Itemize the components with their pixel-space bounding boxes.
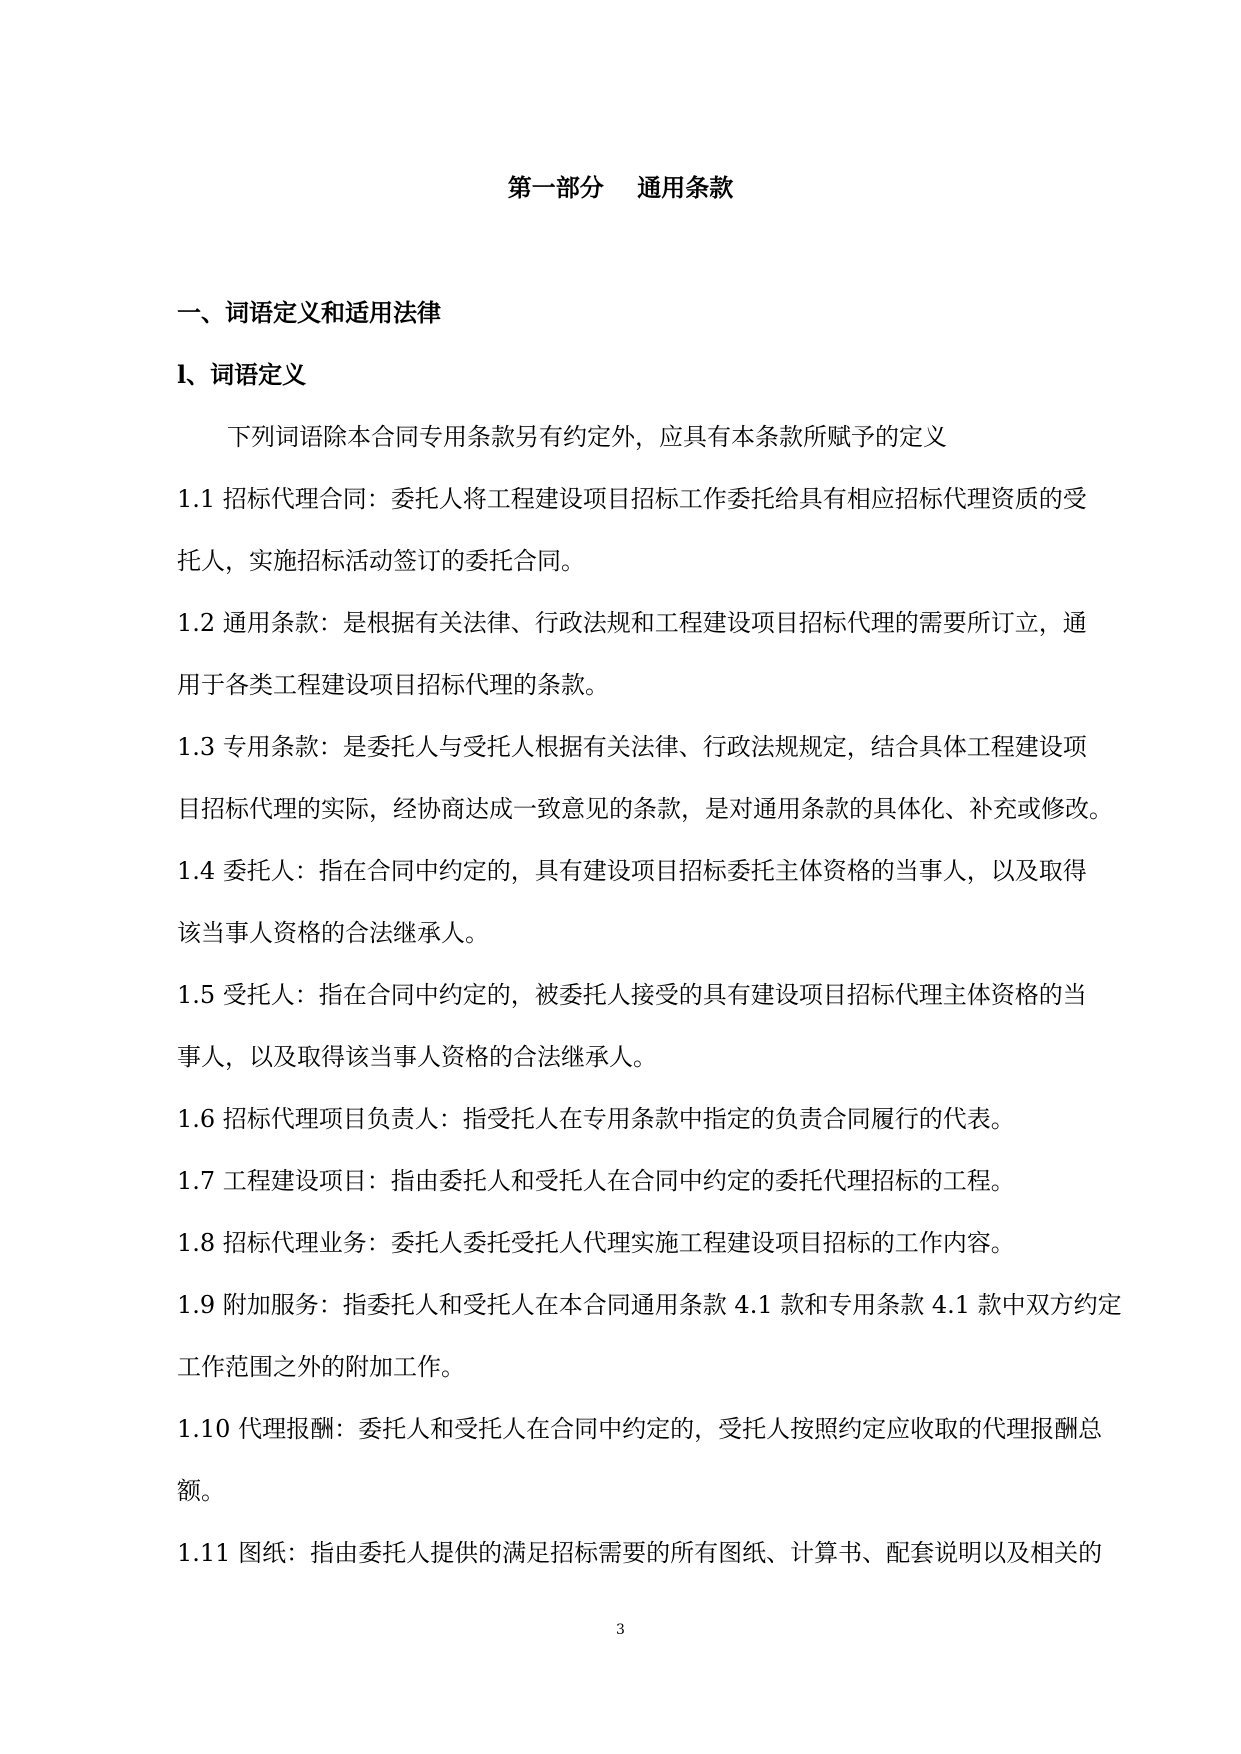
clause-line: 托人，实施招标活动签订的委托合同。	[177, 547, 585, 575]
section-title: 一、词语定义和适用法律	[177, 298, 441, 327]
part-title: 第一部分 通用条款	[507, 173, 734, 202]
clause-line: 1.10 代理报酬：委托人和受托人在合同中约定的，受托人按照约定应收取的代理报酬总	[177, 1415, 1103, 1443]
clause-line: 用于各类工程建设项目招标代理的条款。	[177, 671, 609, 699]
clause-line: 1.3 专用条款：是委托人与受托人根据有关法律、行政法规规定，结合具体工程建设项	[177, 733, 1087, 761]
clause-line: 1.11 图纸：指由委托人提供的满足招标需要的所有图纸、计算书、配套说明以及相关的	[177, 1539, 1103, 1567]
clause-line: 目招标代理的实际，经协商达成一致意见的条款，是对通用条款的具体化、补充或修改。	[177, 795, 1113, 823]
clause-line: 事人，以及取得该当事人资格的合法继承人。	[177, 1043, 657, 1071]
clause-line: 工作范围之外的附加工作。	[177, 1353, 465, 1381]
clause-line: 1.7 工程建设项目：指由委托人和受托人在合同中约定的委托代理招标的工程。	[177, 1167, 1015, 1195]
page-number: 3	[616, 1622, 625, 1638]
clause-line: 1.1 招标代理合同：委托人将工程建设项目招标工作委托给具有相应招标代理资质的受	[177, 485, 1087, 513]
clause-line: 额。	[177, 1477, 225, 1505]
clause-line: 1.5 受托人：指在合同中约定的，被委托人接受的具有建设项目招标代理主体资格的当	[177, 981, 1087, 1009]
clause-line: 1.2 通用条款：是根据有关法律、行政法规和工程建设项目招标代理的需要所订立，通	[177, 609, 1087, 637]
clause-line: 1.9 附加服务：指委托人和受托人在本合同通用条款 4.1 款和专用条款 4.1 款中双方约定	[177, 1291, 1122, 1319]
intro-paragraph: 下列词语除本合同专用条款另有约定外，应具有本条款所赋予的定义	[227, 423, 947, 451]
clause-line: 1.6 招标代理项目负责人：指受托人在专用条款中指定的负责合同履行的代表。	[177, 1105, 1015, 1133]
clause-line: 1.4 委托人：指在合同中约定的，具有建设项目招标委托主体资格的当事人，以及取得	[177, 857, 1087, 885]
clause-line: 1.8 招标代理业务：委托人委托受托人代理实施工程建设项目招标的工作内容。	[177, 1229, 1015, 1257]
clause-line: 该当事人资格的合法继承人。	[177, 919, 489, 947]
subsection-title: l、词语定义	[177, 360, 307, 389]
